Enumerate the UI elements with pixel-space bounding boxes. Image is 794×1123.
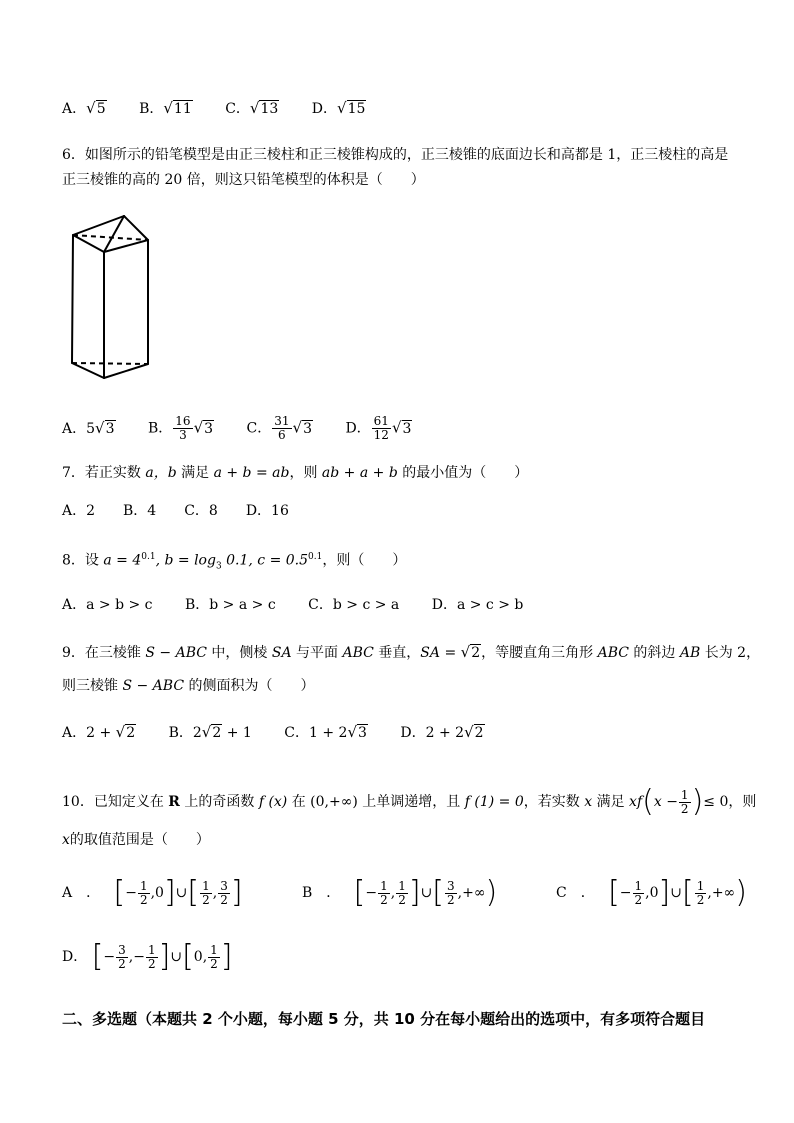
q9-option-b: B．2√2 + 1 — [168, 723, 252, 741]
q10-option-a: A ． [− $\frac{1}{2}$ ,0]∪[ $\frac{1}{2}$ , $\frac{3}{2}$ ] — [62, 875, 243, 910]
section-2-title: 二、多选题（本题共 2 个小题，每小题 5 分，共 10 分在每小题给出的选项中，有多项符合题目 — [62, 1010, 706, 1028]
apex-left-edge — [73, 216, 124, 235]
q6-option-c: C． $\frac{31}{6}$ √3 — [246, 414, 312, 442]
q5-options — [62, 98, 394, 119]
q9-option-d: D．2 + 2√2 — [400, 723, 484, 741]
q9-options — [62, 722, 513, 743]
q6-stem-line1: 6．如图所示的铅笔模型是由正三棱柱和正三棱锥构成的，正三棱锥的底面边长和高都是 1，正三棱柱的高是 — [62, 147, 729, 163]
prism-bottom-right-edge — [104, 364, 148, 378]
q10-option-b: B ． [− $\frac{1}{2}$ , $\frac{1}{2}$ ]∪[ $\frac{3}{2}$ ,+∞) — [302, 875, 498, 910]
q9-option-c: C．1 + 2√3 — [284, 723, 367, 741]
q7-stem: 7．若正实数 a，b 满足 a + b = ab，则 ab + a + b 的最小值为（ ） — [62, 465, 529, 481]
q8-option-d: D．a > c > b — [431, 597, 524, 613]
q9-option-a: A．2 + √2 — [62, 723, 136, 741]
q8-option-b: B．b > a > c — [184, 597, 276, 613]
q9-stem-line1: 9．在三棱锥 S − ABC 中，侧棱 SA 与平面 ABC 垂直，SA = √2，等腰直角三角形 ABC 的斜边 AB 长为 2， — [62, 643, 761, 661]
q10-stem-line2: x的取值范围是（ ） — [62, 832, 210, 848]
q7-options: A．2 B．4 C．8 D．16 — [62, 503, 289, 519]
q10-option-d: D． [− $\frac{3}{2}$ ,− $\frac{1}{2}$ ]∪[0, $\frac{1}{2}$ ] — [62, 939, 233, 974]
q5-option-c: C．√13 — [225, 99, 279, 117]
bottom-hidden-edge — [72, 363, 148, 364]
q10-option-c: C ． [− $\frac{1}{2}$ ,0]∪[ $\frac{1}{2}$ ,+∞) — [556, 875, 747, 910]
q8-option-a: A．a > b > c — [62, 597, 153, 613]
q6-options — [62, 415, 440, 442]
q10-stem-line1: 10．已知定义在 R 上的奇函数 f (x) 在 (0,+∞) 上单调递增，且 f (1) = 0，若实数 x 满足 xf(x − $\frac{1}{2}$ )≤ 0，则 — [62, 784, 757, 819]
q5-option-a: A．√5 — [62, 99, 106, 117]
q9-stem-line2: 则三棱锥 S − ABC 的侧面积为（ ） — [62, 678, 315, 694]
q8-stem: 8．设 $a = 4^{0.1}$, $b = \log_3 0.1$, $c = 0.5^{0.1}$，则（ ） — [62, 552, 407, 572]
apex-right-edge — [124, 216, 148, 240]
q6-option-a: A．5√3 — [62, 418, 115, 437]
q6-option-d: D． $\frac{61}{12}$ √3 — [345, 414, 412, 442]
q5-option-b: B．√11 — [139, 99, 192, 117]
q6-stem-line2: 正三棱锥的高的 20 倍，则这只铅笔模型的体积是（ ） — [62, 172, 425, 188]
q5-option-d: D．√15 — [311, 99, 366, 117]
q6-option-b: B． $\frac{16}{3}$ √3 — [147, 414, 214, 442]
q8-options — [62, 595, 551, 615]
pencil-model-figure — [66, 212, 156, 384]
prism-left-edge — [72, 235, 73, 363]
prism-bottom-left-edge — [72, 363, 104, 378]
q8-option-c: C．b > c > a — [308, 597, 400, 613]
